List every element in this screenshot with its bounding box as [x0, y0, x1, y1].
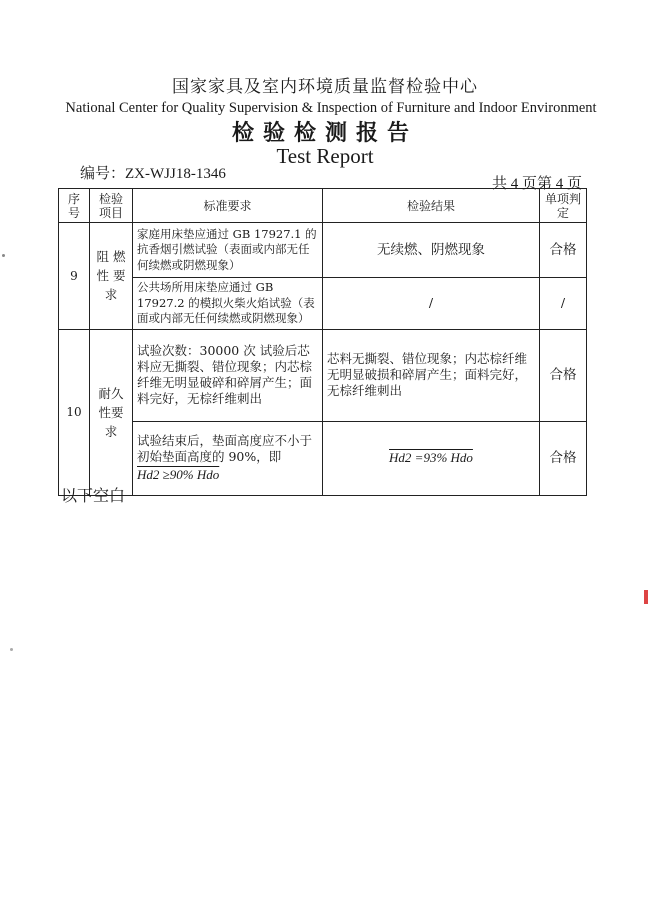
blank-note: 以下空白 — [61, 486, 126, 505]
row10-sub2-judge: 合格 — [540, 421, 587, 495]
page-info: 共 4 页第 4 页 — [491, 176, 582, 192]
table-row — [59, 421, 587, 495]
row10-sub2-std-cell — [133, 421, 323, 495]
row9-sub1-std: 家庭用床垫应通过 GB 17927.1 的抗香烟引燃试验（表面或内部无任何续燃或阴燃现象） — [133, 223, 323, 278]
row9-seq: 9 — [59, 223, 90, 330]
header-result: 检验结果 — [323, 189, 540, 223]
row9-sub1-result: 无续燃、阴燃现象 — [323, 223, 540, 278]
header-seq: 序号 — [59, 189, 90, 223]
org-name-en: National Center for Quality Supervision & Inspection of Furniture and Indoor Environment — [65, 100, 597, 116]
row10-item: 耐久性要求 — [90, 329, 133, 495]
table-row — [59, 223, 587, 278]
report-number: 编号：ZX-WJJ18-1346 — [80, 166, 226, 182]
report-title-cn: 检验检测报告 — [231, 120, 418, 146]
org-name-cn: 国家家具及室内环境质量监督检验中心 — [172, 77, 478, 97]
scan-edge-mark — [644, 590, 648, 604]
scan-speck — [2, 254, 5, 257]
table-row — [59, 329, 587, 421]
row9-sub1-judge: 合格 — [540, 223, 587, 278]
row10-sub2-std-formula: Hd2 ≥90% Hdo — [137, 467, 220, 482]
row10-sub2-result: Hd2 =93% Hdo — [323, 421, 540, 495]
results-table — [58, 188, 587, 496]
header-item: 检验项目 — [90, 189, 133, 223]
scan-speck — [10, 648, 13, 651]
header-std: 标准要求 — [133, 189, 323, 223]
row9-sub2-judge: / — [540, 278, 587, 330]
row10-seq: 10 — [59, 329, 90, 495]
row9-item: 阻 燃 性 要 求 — [90, 223, 133, 330]
header-judge: 单项判定 — [540, 189, 587, 223]
row10-sub1-judge: 合格 — [540, 329, 587, 421]
report-title-en: Test Report — [276, 144, 374, 168]
table-row — [59, 278, 587, 330]
table-header-row — [59, 189, 587, 223]
row9-sub2-std: 公共场所用床垫应通过 GB 17927.2 的模拟火柴火焰试验（表面或内部无任何续燃或阴燃现象） — [133, 278, 323, 330]
row9-sub2-result: / — [323, 278, 540, 330]
row10-sub1-result: 芯料无撕裂、错位现象；内芯棕纤维无明显破损和碎屑产生；面料完好，无棕纤维刺出 — [323, 329, 540, 421]
row10-sub2-std: 试验结束后，垫面高度应不小于初始垫面高度的 90%，即 — [137, 433, 313, 464]
row10-sub1-std: 试验次数：30000 次 试验后芯料应无撕裂、错位现象；内芯棕纤维无明显破碎和碎屑产生；面料完好，无棕纤维刺出 — [133, 329, 323, 421]
